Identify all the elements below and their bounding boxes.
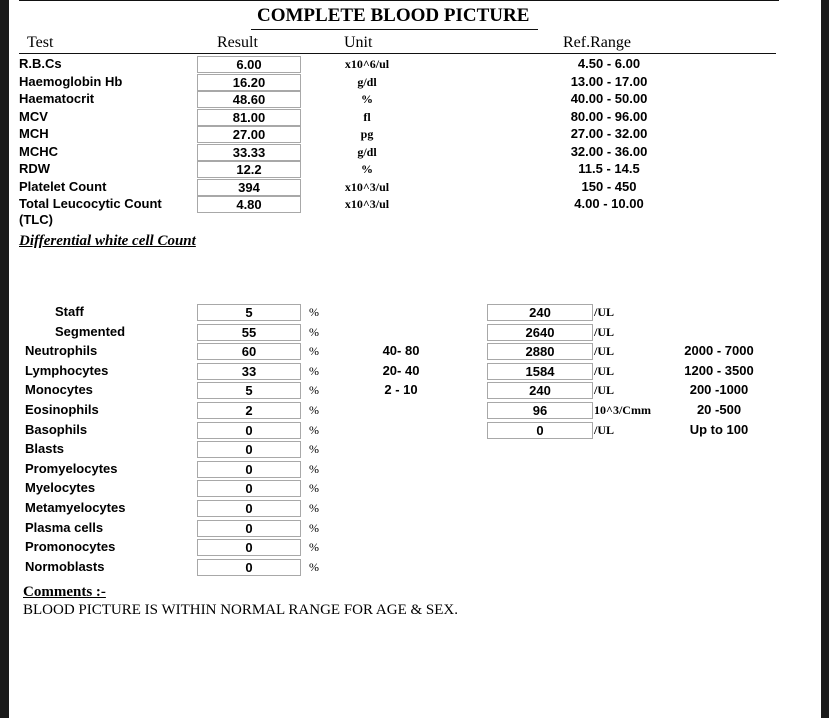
diff-result-value: 5 (197, 382, 301, 399)
diff-absolute-unit: /UL (594, 325, 615, 339)
cbc-test-name: MCHC (19, 144, 58, 159)
diff-absolute-range: 20 -500 (696, 402, 742, 417)
diff-result-value: 0 (197, 500, 301, 517)
cbc-unit: pg (360, 127, 374, 141)
diff-percent-range: 2 - 10 (384, 382, 418, 397)
cbc-result-value: 48.60 (197, 91, 301, 108)
diff-unit: % (309, 462, 319, 476)
comments-text: BLOOD PICTURE IS WITHIN NORMAL RANGE FOR AGE & SEX. (23, 602, 459, 618)
comments-label: Comments :- (23, 584, 106, 600)
title-underline (251, 29, 538, 30)
cbc-unit: g/dl (357, 75, 377, 89)
diff-absolute-range: 1200 - 3500 (684, 363, 754, 378)
diff-absolute-value: 1584 (487, 363, 593, 380)
cbc-unit: x10^6/ul (344, 57, 390, 71)
report-page (9, 0, 821, 718)
cbc-test-name: MCH (19, 126, 49, 141)
cbc-result-value: 12.2 (197, 161, 301, 178)
diff-result-value: 33 (197, 363, 301, 380)
diff-test-name: Neutrophils (25, 343, 98, 358)
cbc-result-value: 394 (197, 179, 301, 196)
diff-absolute-value: 240 (487, 304, 593, 321)
cbc-test-name: Total Leucocytic Count (19, 196, 162, 211)
diff-absolute-range: 200 -1000 (689, 382, 749, 397)
cbc-test-name: Haematocrit (19, 91, 95, 106)
diff-percent-range: 20- 40 (382, 363, 420, 378)
cbc-test-name: R.B.Cs (19, 56, 62, 71)
diff-absolute-value: 2880 (487, 343, 593, 360)
cbc-result-value: 33.33 (197, 144, 301, 161)
diff-result-value: 60 (197, 343, 301, 360)
diff-unit: % (309, 481, 319, 495)
diff-test-name: Lymphocytes (25, 363, 109, 378)
header-result: Result (217, 34, 258, 51)
cbc-ref-range: 4.00 - 10.00 (574, 196, 644, 211)
cbc-unit: fl (363, 110, 371, 124)
diff-unit: % (309, 423, 319, 437)
diff-percent-range: 40- 80 (382, 343, 420, 358)
diff-unit: % (309, 521, 319, 535)
diff-absolute-value: 240 (487, 382, 593, 399)
diff-test-name: Normoblasts (25, 559, 105, 574)
diff-absolute-unit: /UL (594, 423, 615, 437)
diff-unit: % (309, 383, 319, 397)
cbc-unit: x10^3/ul (344, 197, 390, 211)
diff-test-name: Myelocytes (25, 480, 96, 495)
diff-result-value: 2 (197, 402, 301, 419)
diff-test-name: Promonocytes (25, 539, 116, 554)
cbc-ref-range: 80.00 - 96.00 (570, 109, 648, 124)
diff-absolute-value: 2640 (487, 324, 593, 341)
cbc-result-value: 16.20 (197, 74, 301, 91)
diff-test-name: Plasma cells (25, 520, 104, 535)
cbc-result-value: 4.80 (197, 196, 301, 213)
diff-absolute-unit: /UL (594, 305, 615, 319)
cbc-ref-range: 32.00 - 36.00 (570, 144, 648, 159)
cbc-result-value: 27.00 (197, 126, 301, 143)
cbc-test-name: Haemoglobin Hb (19, 74, 123, 89)
diff-test-name: Monocytes (25, 382, 93, 397)
header-test: Test (27, 34, 54, 51)
diff-unit: % (309, 403, 319, 417)
cbc-test-name: Platelet Count (19, 179, 107, 194)
diff-test-name: Blasts (25, 441, 65, 456)
differential-title: Differential white cell Count (19, 233, 196, 249)
cbc-ref-range: 40.00 - 50.00 (570, 91, 648, 106)
cbc-test-name: RDW (19, 161, 51, 176)
diff-absolute-unit: /UL (594, 364, 615, 378)
cbc-unit: x10^3/ul (344, 180, 390, 194)
diff-unit: % (309, 540, 319, 554)
diff-test-name: Metamyelocytes (25, 500, 126, 515)
diff-result-value: 5 (197, 304, 301, 321)
diff-absolute-range: Up to 100 (689, 422, 749, 437)
diff-result-value: 0 (197, 559, 301, 576)
diff-unit: % (309, 325, 319, 339)
diff-absolute-value: 0 (487, 422, 593, 439)
diff-test-name: Staff (55, 304, 84, 319)
cbc-result-value: 6.00 (197, 56, 301, 73)
cbc-unit: % (361, 162, 373, 176)
diff-unit: % (309, 364, 319, 378)
diff-test-name: Promyelocytes (25, 461, 118, 476)
diff-absolute-unit: /UL (594, 383, 615, 397)
cbc-unit: % (361, 92, 373, 106)
right-frame-edge (821, 0, 829, 718)
diff-unit: % (309, 560, 319, 574)
header-ref-range: Ref.Range (563, 34, 631, 51)
diff-absolute-unit: /UL (594, 344, 615, 358)
cbc-ref-range: 27.00 - 32.00 (570, 126, 648, 141)
top-rule (19, 0, 779, 1)
diff-absolute-unit: 10^3/Cmm (594, 403, 651, 417)
cbc-unit: g/dl (357, 145, 377, 159)
diff-unit: % (309, 344, 319, 358)
diff-test-name: Segmented (55, 324, 126, 339)
cbc-ref-range: 150 - 450 (581, 179, 637, 194)
left-frame-edge (0, 0, 9, 718)
diff-result-value: 0 (197, 480, 301, 497)
diff-result-value: 55 (197, 324, 301, 341)
diff-absolute-value: 96 (487, 402, 593, 419)
diff-unit: % (309, 305, 319, 319)
diff-unit: % (309, 501, 319, 515)
cbc-result-value: 81.00 (197, 109, 301, 126)
report-title: COMPLETE BLOOD PICTURE (257, 5, 530, 26)
diff-result-value: 0 (197, 461, 301, 478)
cbc-test-name-cont: (TLC) (19, 212, 53, 227)
cbc-ref-range: 4.50 - 6.00 (577, 56, 641, 71)
diff-result-value: 0 (197, 520, 301, 537)
cbc-ref-range: 13.00 - 17.00 (570, 74, 648, 89)
diff-absolute-range: 2000 - 7000 (684, 343, 754, 358)
cbc-ref-range: 11.5 - 14.5 (578, 161, 640, 176)
diff-test-name: Eosinophils (25, 402, 99, 417)
diff-test-name: Basophils (25, 422, 88, 437)
header-rule (19, 53, 776, 54)
cbc-test-name: MCV (19, 109, 48, 124)
diff-result-value: 0 (197, 539, 301, 556)
header-unit: Unit (344, 34, 373, 51)
diff-unit: % (309, 442, 319, 456)
diff-result-value: 0 (197, 441, 301, 458)
diff-result-value: 0 (197, 422, 301, 439)
